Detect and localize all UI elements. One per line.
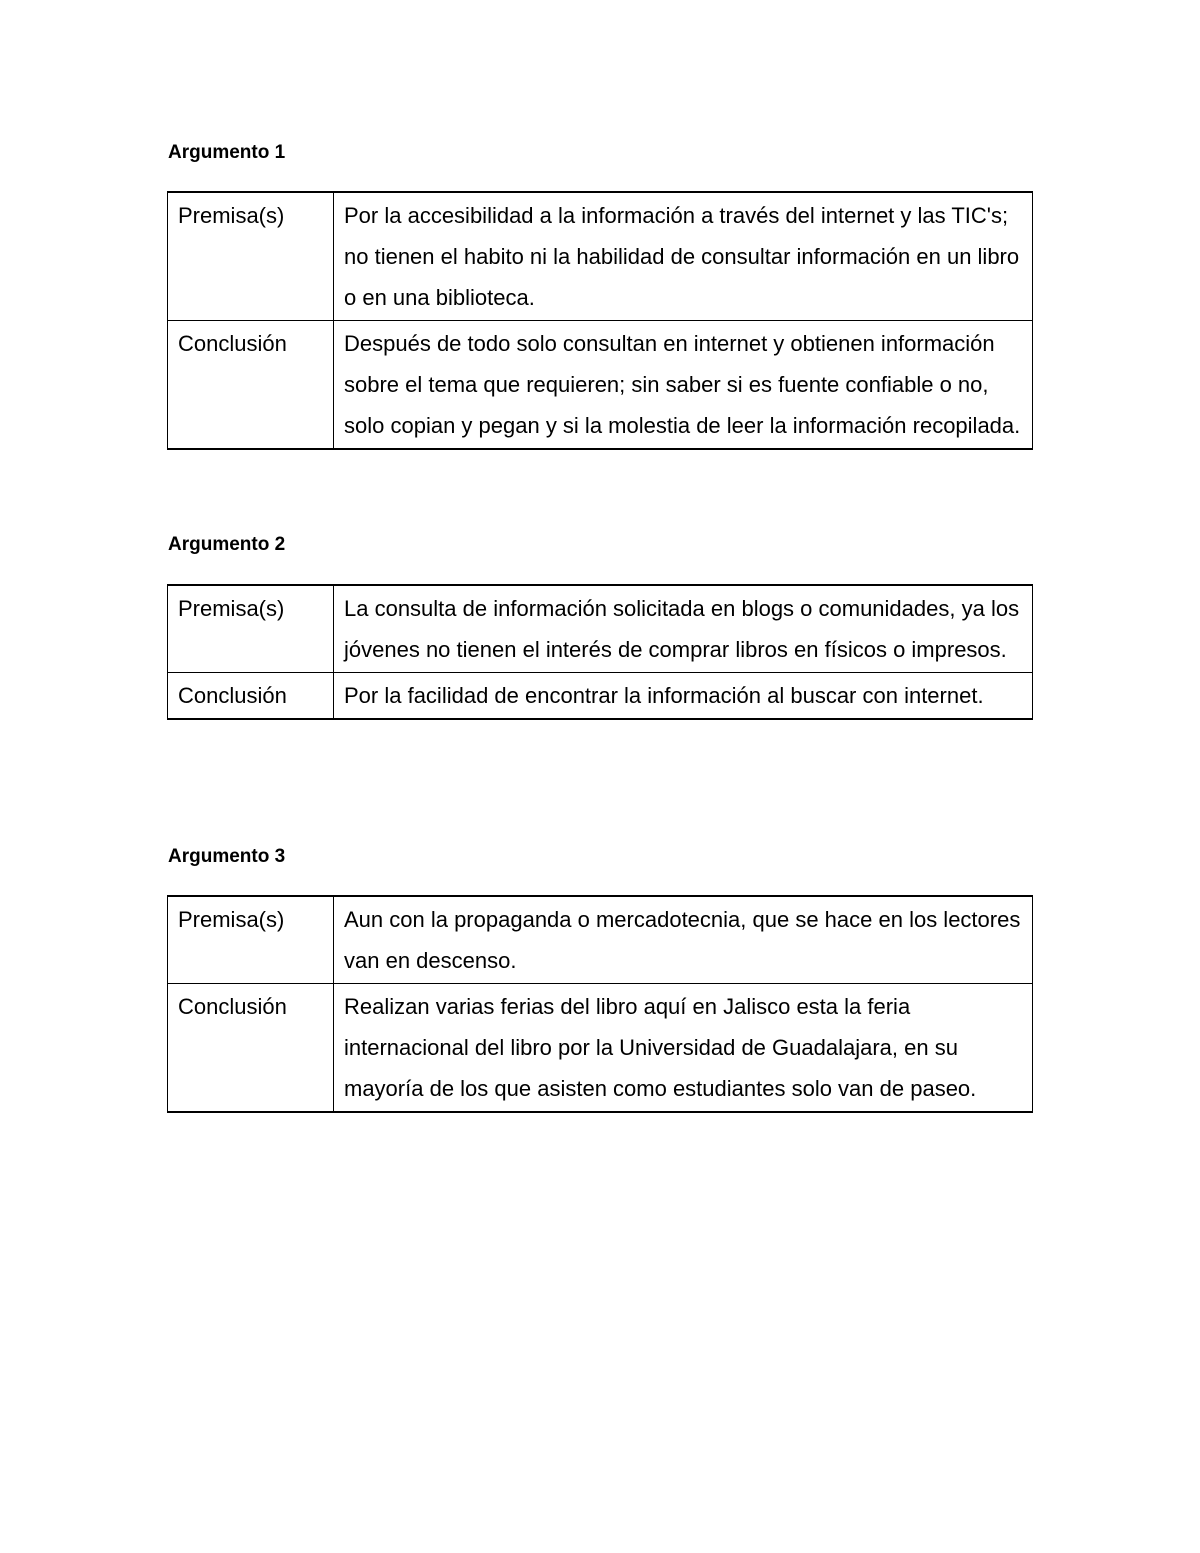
argument-3-heading: Argumento 3 (168, 846, 286, 867)
premise-text: Aun con la propaganda o mercadotecnia, que se hace en los lectores van en descenso. (334, 896, 1033, 984)
premise-text: La consulta de información solicitada en blogs o comunidades, ya los jóvenes no tienen el interés de comprar libros en físicos o impresos. (334, 585, 1033, 673)
conclusion-row (168, 321, 1033, 450)
argument-2-table (167, 584, 1033, 720)
premise-row (168, 585, 1033, 673)
argument-3-table (167, 895, 1033, 1113)
conclusion-text: Por la facilidad de encontrar la información al buscar con internet. (334, 673, 1033, 720)
premise-text: Por la accesibilidad a la información a través del internet y las TIC's; no tienen el habito ni la habilidad de consultar información en un libro o en una biblioteca. (334, 192, 1033, 321)
conclusion-row (168, 673, 1033, 720)
argument-2-heading: Argumento 2 (168, 534, 286, 555)
argument-1-table (167, 191, 1033, 450)
conclusion-text: Después de todo solo consultan en internet y obtienen información sobre el tema que requieren; sin saber si es fuente confiable o no, solo copian y pegan y si la molestia de leer la información recopilada. (334, 321, 1033, 450)
conclusion-label: Conclusión (168, 673, 334, 720)
conclusion-text: Realizan varias ferias del libro aquí en Jalisco esta la feria internacional del libro por la Universidad de Guadalajara, en su mayoría de los que asisten como estudiantes solo van de paseo. (334, 984, 1033, 1113)
argument-1-heading: Argumento 1 (168, 142, 286, 163)
conclusion-label: Conclusión (168, 321, 334, 450)
premise-row (168, 896, 1033, 984)
conclusion-row (168, 984, 1033, 1113)
premise-label: Premisa(s) (168, 585, 334, 673)
premise-label: Premisa(s) (168, 192, 334, 321)
conclusion-label: Conclusión (168, 984, 334, 1113)
premise-row (168, 192, 1033, 321)
premise-label: Premisa(s) (168, 896, 334, 984)
